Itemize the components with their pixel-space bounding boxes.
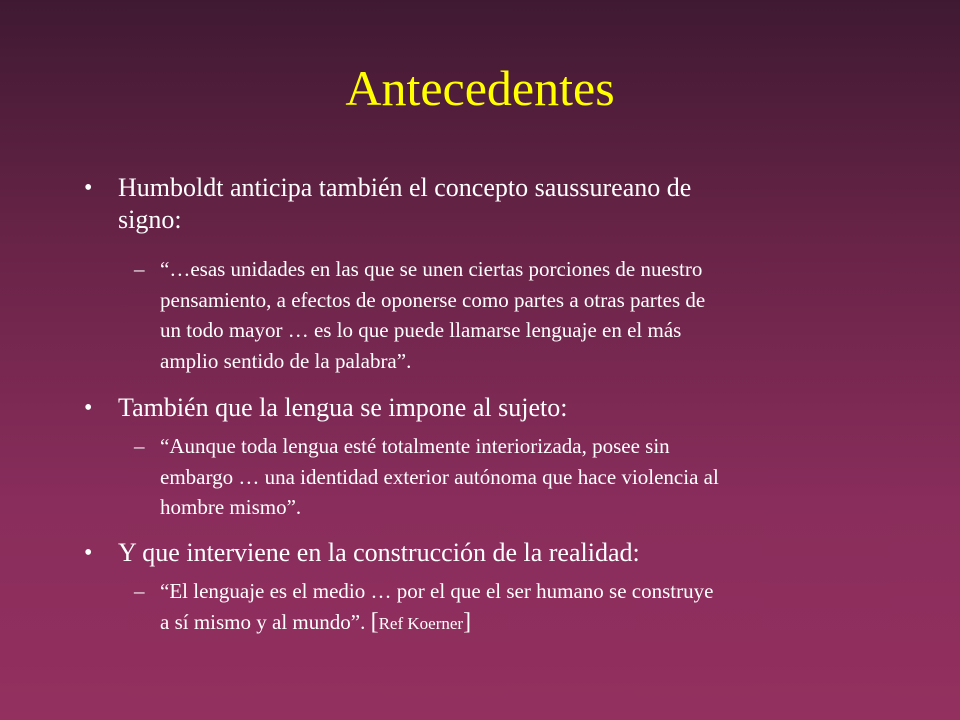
sub-line: hombre mismo”. bbox=[160, 495, 302, 519]
sub-line: pensamiento, a efectos de oponerse como partes a otras partes de bbox=[160, 287, 706, 312]
sub-quote bbox=[160, 254, 880, 376]
bullet-text bbox=[118, 537, 838, 569]
sub-line bbox=[160, 607, 880, 640]
bullet-line: Humboldt anticipa también el concepto saussureano de bbox=[118, 173, 692, 202]
bullet-text bbox=[118, 172, 838, 236]
sub-dash: – bbox=[134, 579, 145, 603]
ref-bracket-open: [ bbox=[370, 608, 379, 635]
sub-line: “Aunque toda lengua esté totalmente interiorizada, posee sin bbox=[160, 434, 670, 458]
sub-line: embargo … una identidad exterior autónoma que hace violencia al bbox=[160, 464, 719, 489]
sub-dash: – bbox=[134, 434, 145, 458]
bullet-dot: • bbox=[84, 395, 93, 421]
bullet-line: También que la lengua se impone al sujeto: bbox=[118, 393, 568, 422]
sub-line: “…esas unidades en las que se unen ciertas porciones de nuestro bbox=[160, 257, 703, 281]
slide-title: Antecedentes bbox=[345, 60, 615, 116]
sub-dash: – bbox=[134, 257, 145, 281]
bullet-dot: • bbox=[84, 540, 93, 566]
sub-line: “El lenguaje es el medio … por el que el ser humano se construye bbox=[160, 579, 714, 603]
sub-line-text: a sí mismo y al mundo”. bbox=[160, 609, 371, 634]
sub-line: un todo mayor … es lo que puede llamarse lenguaje en el más bbox=[160, 318, 682, 342]
bullet-line: signo: bbox=[118, 205, 182, 234]
sub-quote bbox=[160, 576, 880, 639]
ref-bracket-close: ] bbox=[463, 608, 472, 635]
bullet-line: Y que interviene en la construcción de la realidad: bbox=[118, 538, 640, 567]
bullet-dot: • bbox=[84, 175, 93, 201]
sub-line: amplio sentido de la palabra”. bbox=[160, 348, 412, 373]
reference-citation: Ref Koerner bbox=[378, 613, 464, 633]
bullet-text bbox=[118, 392, 838, 424]
sub-quote bbox=[160, 431, 880, 523]
